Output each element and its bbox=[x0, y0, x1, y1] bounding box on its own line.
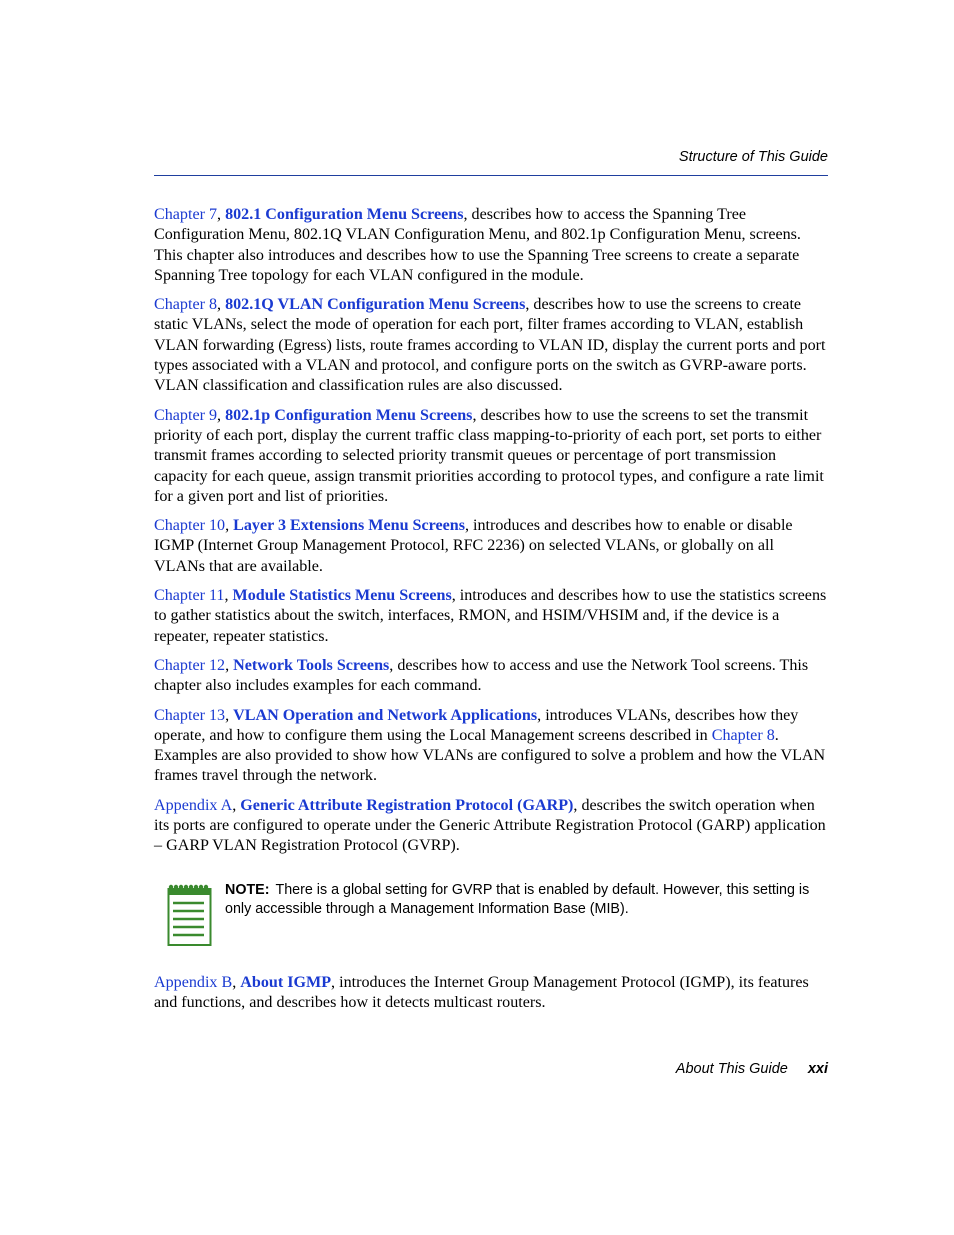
chapter-link[interactable]: Chapter 10 bbox=[154, 517, 226, 535]
chapter-link[interactable]: Chapter 11 bbox=[154, 587, 225, 605]
header-title: Structure of This Guide bbox=[678, 149, 828, 165]
note-body: There is a global setting for GVRP that is enabled by default. However, this setting is only accessible through a Management Information Base (MIB). bbox=[225, 881, 810, 918]
chapter-description: , introduces and describes how to enable or disable IGMP (Internet Group Management Protocol, RFC 2236) on selected VLANs, or globally on all VLANs that are available. bbox=[154, 517, 793, 575]
running-footer bbox=[154, 1061, 828, 1077]
appendix-entry: Appendix A, Generic Attribute Registration Protocol (GARP), describes the switch operation when its ports are configured to operate under the Generic Attribute Registration Protocol (GARP) application – GARP VLAN Registration Protocol (GVRP). bbox=[154, 796, 826, 855]
chapter-link[interactable]: Chapter 8 bbox=[711, 726, 775, 744]
note-text bbox=[225, 881, 825, 920]
chapter-entry: Chapter 12, Network Tools Screens, describes how to access and use the Network Tool screens. This chapter also includes examples for each command. bbox=[154, 656, 809, 695]
appendix-description: , introduces the Internet Group Management Protocol (IGMP), its features and functions, and describes how it detects multicast routers. bbox=[154, 973, 809, 1011]
chapter-entry: Chapter 7, 802.1 Configuration Menu Screens, describes how to access the Spanning Tree Configuration Menu, 802.1Q VLAN Configuration Menu, and 802.1p Configuration Menu, screens. This chapter also introduces and describes how to use the Spanning Tree screens to create a separate Spanning Tree topology for each VLAN configured in the module. bbox=[154, 206, 801, 284]
chapter-title-link[interactable]: Module Statistics Menu Screens bbox=[232, 587, 452, 605]
note-box bbox=[154, 881, 828, 961]
chapter-title-link[interactable]: VLAN Operation and Network Applications bbox=[233, 706, 538, 724]
chapter-title-link[interactable]: 802.1Q VLAN Configuration Menu Screens bbox=[225, 296, 526, 314]
notepad-icon bbox=[167, 883, 212, 947]
chapter-link[interactable]: Chapter 8 bbox=[154, 296, 218, 314]
page-content bbox=[154, 205, 828, 1022]
chapter-link[interactable]: Chapter 9 bbox=[154, 406, 218, 424]
note-label: NOTE: bbox=[225, 881, 270, 898]
chapter-title-link[interactable]: 802.1 Configuration Menu Screens bbox=[225, 206, 464, 223]
chapter-title-link[interactable]: Layer 3 Extensions Menu Screens bbox=[233, 517, 465, 535]
appendix-title-link[interactable]: About IGMP bbox=[240, 973, 332, 991]
appendix-title-link[interactable]: Generic Attribute Registration Protocol (GARP) bbox=[240, 796, 574, 814]
chapter-link[interactable]: Chapter 13 bbox=[154, 706, 226, 724]
chapter-entry: Chapter 11, Module Statistics Menu Screens, introduces and describes how to use the statistics screens to gather statistics about the switch, interfaces, RMON, and HSIM/VHSIM and, if the device is a repeater, repeater statistics. bbox=[154, 587, 827, 645]
chapter-entry: Chapter 9, 802.1p Configuration Menu Screens, describes how to use the screens to set the transmit priority of each port, display the current traffic class mapping-to-priority of each port, set ports to either transmit frames according to selected priority transmit queues or percentage of port transmission capacity for each queue, assign transmit priorities according to protocol types, and configure a rate limit for a given port and list of priorities. bbox=[154, 406, 824, 505]
chapter-description: , describes how to use the screens to set the transmit priority of each port, display the current traffic class mapping-to-priority of each port, set ports to either transmit frames according to selected priority transmit queues or percentage of port transmission capacity for each queue, assign transmit priorities according to protocol types, and configure a rate limit for a given port and list of priorities. bbox=[154, 406, 824, 505]
chapter-entry: Chapter 8, 802.1Q VLAN Configuration Menu Screens, describes how to use the screens to create static VLANs, select the mode of operation for each port, filter frames according to VLAN, establish VLAN forwarding (Egress) lists, route frames according to VLAN ID, display the current ports and port types associated with a VLAN and protocol, and configure ports on the switch as GVRP-aware ports. VLAN classification and classification rules are also discussed. bbox=[154, 296, 826, 395]
chapter-description: , introduces VLANs, describes how they operate, and how to configure them using the Local Management screens described in bbox=[154, 706, 799, 744]
chapter-description: , describes how to access the Spanning Tree Configuration Menu, 802.1Q VLAN Configuration Menu, and 802.1p Configuration Menu, screens. This chapter also introduces and describes how to use the Spanning Tree screens to create a separate Spanning Tree topology for each VLAN configured in the module. bbox=[154, 206, 801, 284]
chapter-description: , describes how to use the screens to create static VLANs, select the mode of operation for each port, filter frames according to VLAN, establish VLAN forwarding (Egress) lists, route frames according to VLAN ID, display the current ports and port types associated with a VLAN and protocol, and configure ports on the switch as GVRP-aware ports. VLAN classification and classification rules are also discussed. bbox=[154, 296, 826, 395]
chapter-description: , introduces and describes how to use the statistics screens to gather statistics about the switch, interfaces, RMON, and HSIM/VHSIM and, if the device is a repeater, repeater statistics. bbox=[154, 587, 827, 645]
appendix-link[interactable]: Appendix A bbox=[154, 796, 233, 814]
chapter-description: . Examples are also provided to show how VLANs are configured to solve a problem and how the VLAN frames travel through the network. bbox=[154, 726, 826, 785]
footer-title: About This Guide bbox=[675, 1061, 788, 1077]
chapter-title-link[interactable]: 802.1p Configuration Menu Screens bbox=[225, 406, 473, 424]
chapter-description: , describes how to access and use the Network Tool screens. This chapter also includes examples for each command. bbox=[154, 656, 809, 695]
chapter-link[interactable]: Chapter 12 bbox=[154, 656, 226, 674]
appendix-description: , describes the switch operation when its ports are configured to operate under the Generic Attribute Registration Protocol (GARP) application – GARP VLAN Registration Protocol (GVRP). bbox=[154, 796, 826, 855]
chapter-entry: Chapter 13, VLAN Operation and Network Applications, introduces VLANs, describes how they operate, and how to configure them using the Local Management screens described in Chapter 8. Examples are also provided to show how VLANs are configured to solve a problem and how the VLAN frames travel through the network. bbox=[154, 706, 826, 785]
appendix-entry: Appendix B, About IGMP, introduces the Internet Group Management Protocol (IGMP), its features and functions, and describes how it detects multicast routers. bbox=[154, 973, 809, 1011]
chapter-entry: Chapter 10, Layer 3 Extensions Menu Screens, introduces and describes how to enable or disable IGMP (Internet Group Management Protocol, RFC 2236) on selected VLANs, or globally on all VLANs that are available. bbox=[154, 517, 793, 575]
page-number: xxi bbox=[807, 1061, 828, 1077]
running-header bbox=[154, 149, 828, 176]
chapter-title-link[interactable]: Network Tools Screens bbox=[233, 656, 390, 674]
chapter-link[interactable]: Chapter 7 bbox=[154, 206, 218, 223]
appendix-link[interactable]: Appendix B bbox=[154, 973, 233, 991]
